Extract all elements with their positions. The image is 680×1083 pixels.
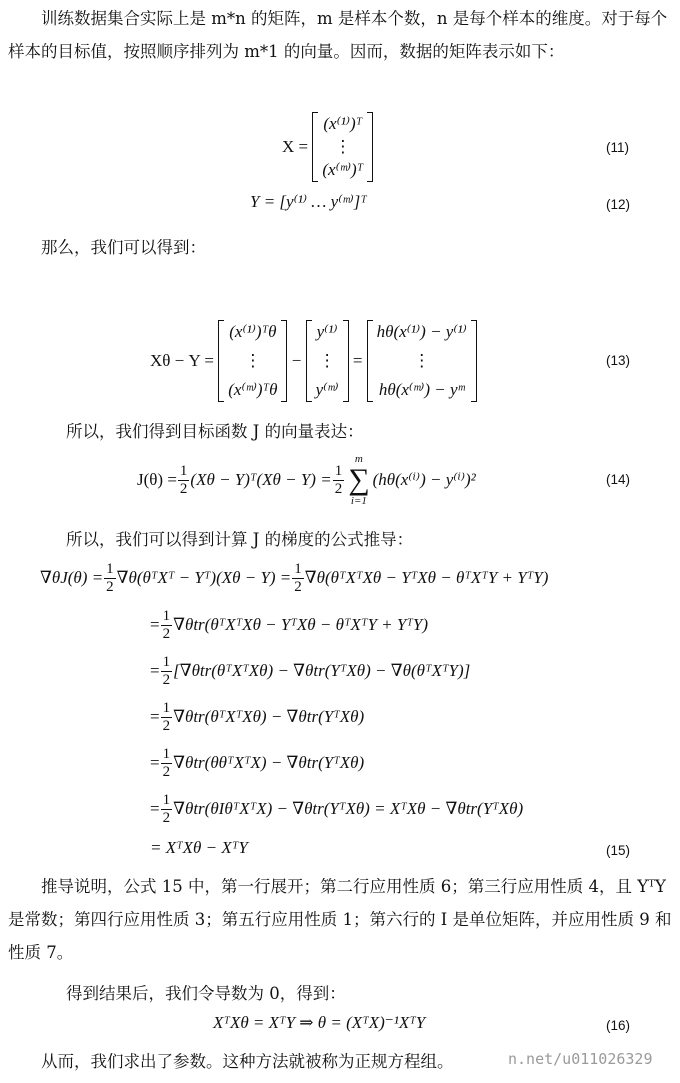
- equation-15-line-4: = $\frac{1}{2}$ ∇θtr(θᵀXᵀXθ) − ∇θtr(YᵀXθ): [150, 699, 365, 734]
- eq11-row-2: ⋮: [334, 137, 352, 156]
- eq13-m2-row-1: y⁽¹⁾: [316, 322, 338, 341]
- eq11-number: (11): [606, 140, 630, 155]
- intro-paragraph: 训练数据集合实际上是 m*n 的矩阵，m 是样本个数，n 是每个样本的维度。对于每个样本的目标值，按照顺序排列为 m*1 的向量。因而，数据的矩阵表示如下：: [8, 9, 668, 61]
- eq14-number: (14): [606, 472, 631, 487]
- equation-15-line-1: ∇θJ(θ) = $\frac{1}{2}$ ∇θ(θᵀXᵀ − Yᵀ)(Xθ − Y) = $\frac{1}{2}$ ∇θ(θᵀXᵀXθ − YᵀXθ − θᵀXᵀY + YᵀY): [40, 560, 549, 595]
- equation-12: Y = [y⁽¹⁾ … y⁽ᵐ⁾]ᵀ: [250, 192, 367, 211]
- eq13-m2-row-2: ⋮: [318, 351, 336, 370]
- text-zero: 得到结果后，我们令导数为 0，得到：: [66, 984, 346, 1003]
- eq13-m3-row-2: ⋮: [413, 351, 431, 370]
- derivation-note: 推导说明，公式 15 中，第一行展开；第二行应用性质 6；第三行应用性质 4，且 YᵀY 是常数；第四行应用性质 3；第五行应用性质 1；第六行的 I 是单位矩阵，并应用性质 9 和性质 7。: [8, 877, 672, 962]
- eq13-equals: =: [352, 351, 363, 370]
- eq15-number: (15): [606, 843, 631, 858]
- closing-sentence: 从而，我们求出了参数。这种方法就被称为正规方程组。: [41, 1052, 454, 1071]
- eq13-m3-row-3: hθ(x⁽ᵐ⁾) − yᵐ: [378, 380, 465, 399]
- eq13-minus: −: [291, 351, 302, 370]
- eq13-m1-row-3: (x⁽ᵐ⁾)ᵀθ: [228, 380, 278, 399]
- eq13-number: (13): [606, 353, 631, 368]
- eq14-half: $\frac{1}{2}$: [179, 462, 188, 497]
- eq13-m1-row-2: ⋮: [244, 351, 262, 370]
- equation-15-line-7: = XᵀXθ − XᵀY: [150, 838, 248, 857]
- text-then: 那么，我们可以得到：: [41, 238, 206, 257]
- text-gradient: 所以，我们可以得到计算 J 的梯度的公式推导：: [66, 530, 414, 549]
- eq14-lhs: J(θ) =: [137, 470, 177, 489]
- eq13-lhs: Xθ − Y =: [150, 351, 214, 370]
- eq14-rhs: (hθ(x⁽ⁱ⁾) − y⁽ⁱ⁾)²: [372, 470, 476, 489]
- eq14-half-2: $\frac{1}{2}$: [334, 462, 343, 497]
- eq13-m2-row-3: y⁽ᵐ⁾: [315, 380, 339, 399]
- equation-15-line-3: = $\frac{1}{2}$ [∇θtr(θᵀXᵀXθ) − ∇θtr(YᵀXθ) − ∇θ(θᵀXᵀY)]: [150, 653, 471, 688]
- eq12-number: (12): [606, 197, 631, 212]
- equation-16: XᵀXθ = XᵀY ⇒ θ = (XᵀX)⁻¹XᵀY: [213, 1013, 426, 1032]
- equation-11: [282, 112, 373, 182]
- eq11-lhs: X =: [282, 137, 309, 156]
- equation-15-line-5: = $\frac{1}{2}$ ∇θtr(θθᵀXᵀX) − ∇θtr(YᵀXθ): [150, 745, 365, 780]
- equation-15-line-2: = $\frac{1}{2}$ ∇θtr(θᵀXᵀXθ − YᵀXθ − θᵀXᵀY + YᵀY): [150, 607, 429, 642]
- eq11-row-3: (x⁽ᵐ⁾)ᵀ: [322, 160, 364, 179]
- eq13-m1-row-1: (x⁽¹⁾)ᵀθ: [229, 322, 277, 341]
- eq16-number: (16): [606, 1018, 631, 1033]
- eq14-mid: (Xθ − Y)ᵀ(Xθ − Y) =: [190, 470, 332, 489]
- text-vector-form: 所以，我们得到目标函数 J 的向量表达：: [66, 422, 364, 441]
- equation-15-line-6: = $\frac{1}{2}$ ∇θtr(θIθᵀXᵀX) − ∇θtr(YᵀXθ) = XᵀXθ − ∇θtr(YᵀXθ): [150, 791, 524, 826]
- eq13-m3-row-1: hθ(x⁽¹⁾) − y⁽¹⁾: [376, 322, 467, 341]
- equation-14: [137, 452, 476, 508]
- summation-symbol: m ∑ i=1: [348, 453, 370, 507]
- eq11-row-1: (x⁽¹⁾)ᵀ: [323, 114, 363, 133]
- watermark: n.net/u011026329: [508, 1050, 653, 1068]
- equation-13: [150, 320, 477, 402]
